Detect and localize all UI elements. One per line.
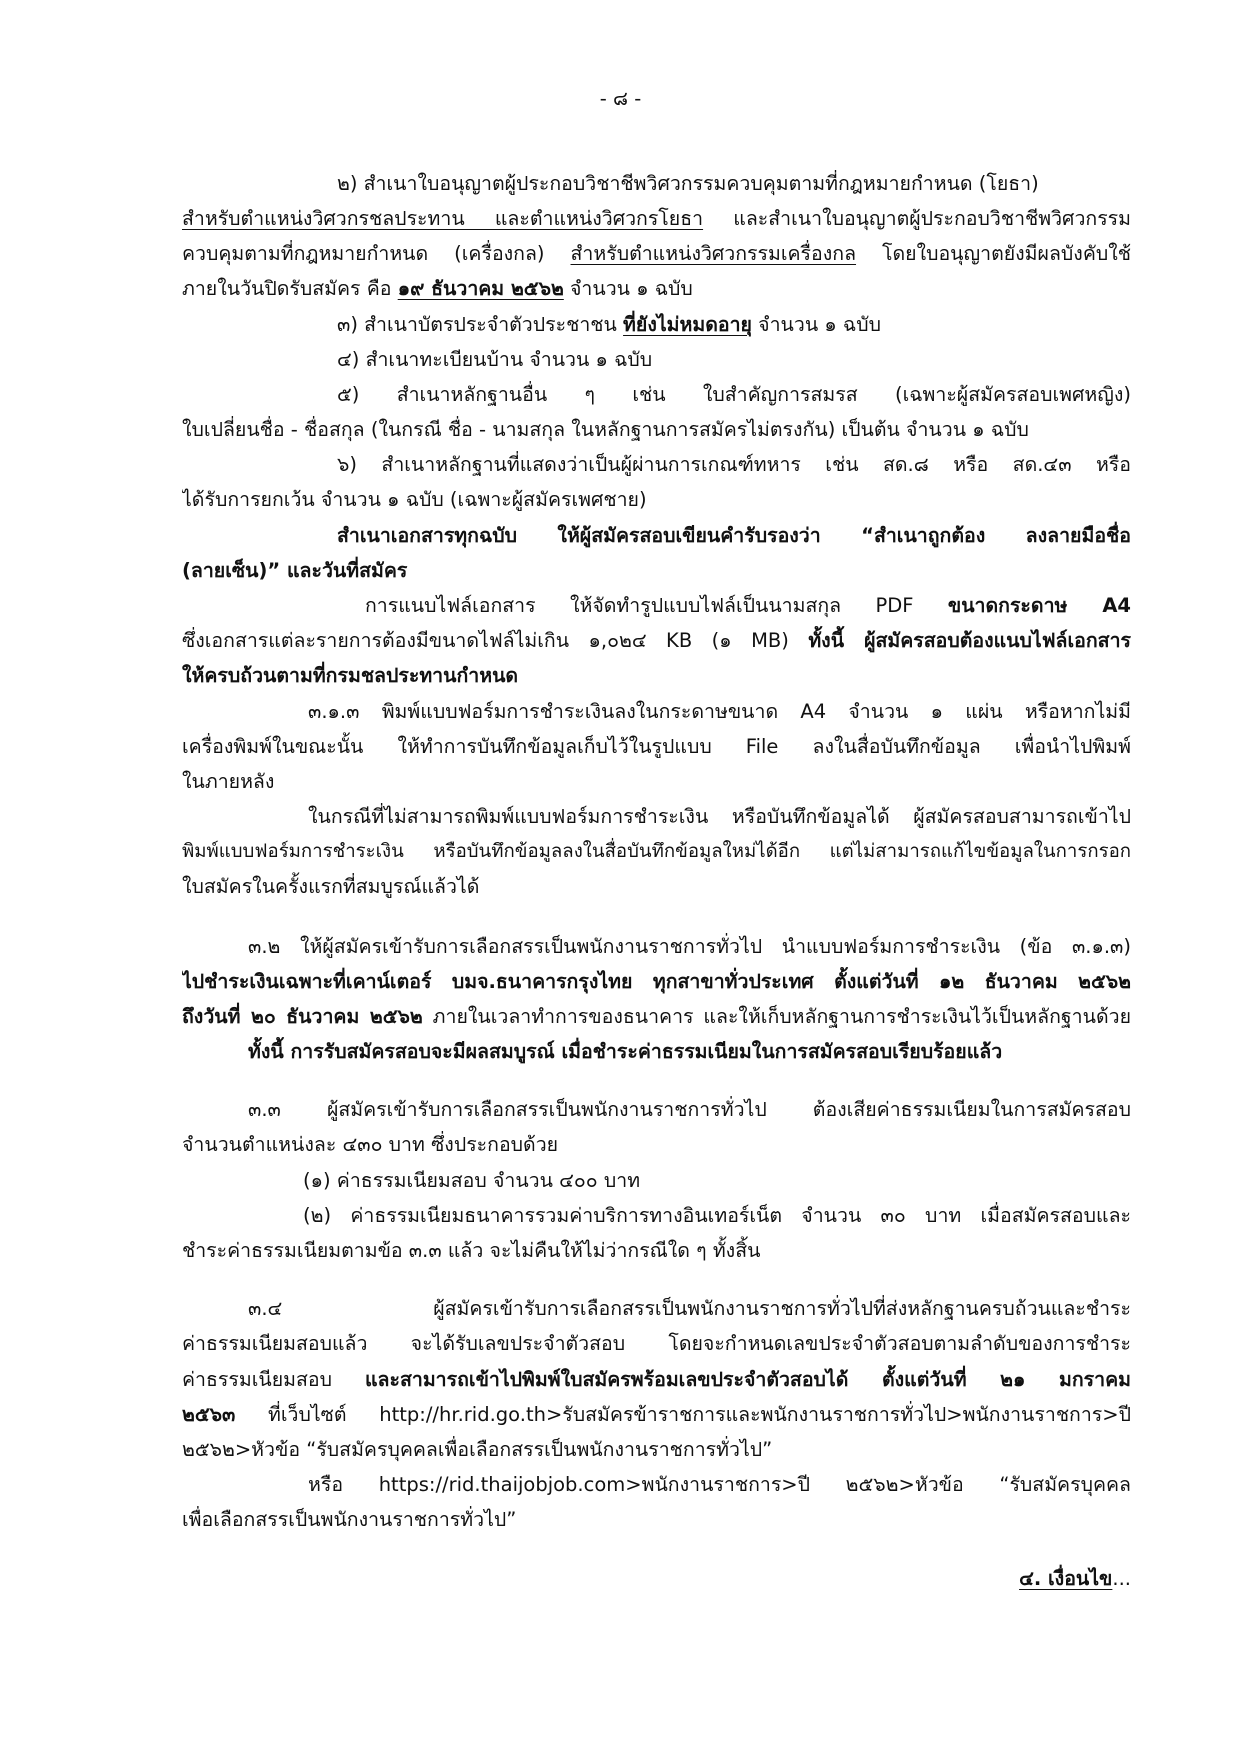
item-3-b: จำนวน ๑ ฉบับ [751,313,881,336]
section-3-4-line-2: ค่าธรรมเนียมสอบแล้ว จะได้รับเลขประจำตัวสอบ โดยจะกำหนดเลขประจำตัวสอบตามลำดับของการชำระ [182,1332,1131,1355]
fail-line-3: ใบสมัครในครั้งแรกที่สมบูรณ์แล้วได้ [182,875,480,898]
fail-line-1: ในกรณีที่ไม่สามารถพิมพ์แบบฟอร์มการชำระเงิน หรือบันทึกข้อมูลได้ ผู้สมัครสอบสามารถเข้าไป [308,805,1131,828]
item-5-line-2: ใบเปลี่ยนชื่อ - ชื่อสกุล (ในกรณี ชื่อ - นามสกุล ในหลักฐานการสมัครไม่ตรงกัน) เป็นต้น จำนวน ๑ ฉบับ [182,418,1029,441]
item-2-line-4-b: จำนวน ๑ ฉบับ [563,277,693,300]
section-3-4-line-3-a: ค่าธรรมเนียมสอบ [182,1368,365,1391]
section-3-1-3-line-1: ๓.๑.๓ พิมพ์แบบฟอร์มการชำระเงินลงในกระดาษขนาด A4 จำนวน ๑ แผ่น หรือหากไม่มี [308,700,1131,723]
section-3-2-end-date: ถึงวันที่ ๒๐ ธันวาคม ๒๕๖๒ [182,1005,423,1028]
section-3-1-3-line-2: เครื่องพิมพ์ในขณะนั้น ให้ทำการบันทึกข้อมูลเก็บไว้ในรูปแบบ File ลงในสื่อบันทึกข้อมูล เพื่อนำไปพิมพ์ [182,735,1131,758]
section-3-4-line-4 [182,1396,1131,1433]
section-3-4-line-3 [182,1361,1131,1398]
attach-line-1-a: การแนบไฟล์เอกสาร ให้จัดทำรูปแบบไฟล์เป็นนามสกุล PDF [365,594,948,617]
attach-line-3: ให้ครบถ้วนตามที่กรมชลประทานกำหนด [182,664,519,687]
thaijobjob-url-link[interactable]: https://rid.thaijobjob.com>พนักงานราชการ>ปี ๒๕๖๒>หัวข้อ “รับสมัครบุคคล [378,1473,1131,1496]
section-3-2-line-2: ไปชำระเงินเฉพาะที่เคาน์เตอร์ บมจ.ธนาคารกรุงไทย ทุกสาขาทั่วประเทศ ตั้งแต่วันที่ ๑๒ ธันวาคม ๒๕๖๒ [182,970,1131,993]
fee-item-2-line-2: ชำระค่าธรรมเนียมตามข้อ ๓.๓ แล้ว จะไม่คืนให้ไม่ว่ากรณีใด ๆ ทั้งสิ้น [182,1239,761,1262]
section-3-4-line-6-a: หรือ [308,1473,379,1496]
item-2-line-2 [182,200,1131,237]
section-3-2-line-1: ๓.๒ ให้ผู้สมัครเข้ารับการเลือกสรรเป็นพนักงานราชการทั่วไป นำแบบฟอร์มการชำระเงิน (ข้อ ๓.๑.๓) [248,935,1131,958]
fail-line-2: พิมพ์แบบฟอร์มการชำระเงิน หรือบันทึกข้อมูลลงในสื่อบันทึกข้อมูลใหม่ได้อีก แต่ไม่สามารถแก้ไขข้อมูลในการกรอก [182,841,1131,862]
section-3-2-line-4: ทั้งนี้ การรับสมัครสอบจะมีผลสมบูรณ์ เมื่อชำระค่าธรรมเนียมในการสมัครสอบเรียบร้อยแล้ว [248,1040,1003,1063]
section-3-3-line-2: จำนวนตำแหน่งละ ๔๓๐ บาท ซึ่งประกอบด้วย [182,1133,559,1156]
next-section-heading: ๔. เงื่อนไข [1019,1567,1113,1590]
item-2-line-3-a: ควบคุมตามที่กฎหมายกำหนด (เครื่องกล) [182,242,571,265]
item-2-line-3 [182,235,1131,272]
closing-date: ๑๙ ธันวาคม ๒๕๖๒ [397,277,564,300]
section-3-4-line-4-a: ที่เว็บไซต์ [235,1403,380,1426]
attach-paper-size: ขนาดกระดาษ A4 [947,594,1131,617]
certify-line-1: สำเนาเอกสารทุกฉบับ ให้ผู้สมัครสอบเขียนคำรับรองว่า “สำเนาถูกต้อง ลงลายมือชื่อ [337,524,1131,547]
page-number: - ๘ - [599,87,642,110]
item-2-line-2-text: และสำเนาใบอนุญาตผู้ประกอบวิชาชีพวิศวกรรม [703,207,1131,230]
certify-line-2: (ลายเซ็น)” และวันที่สมัคร [182,559,408,582]
item-2-line-3-b: โดยใบอนุญาตยังมีผลบังคับใช้ [856,242,1131,265]
attach-line-2 [182,622,1131,659]
item-2-underlined-positions: สำหรับตำแหน่งวิศวกรชลประทาน และตำแหน่งวิศวกรโยธา [182,207,704,230]
item-3 [337,306,1131,343]
section-3-4-line-5: ๒๕๖๒>หัวข้อ “รับสมัครบุคคลเพื่อเลือกสรรเป็นพนักงานราชการทั่วไป” [182,1438,773,1461]
section-3-4-line-1: ๓.๔ ผู้สมัครเข้ารับการเลือกสรรเป็นพนักงานราชการทั่วไปที่ส่งหลักฐานครบถ้วนและชำระ [248,1297,1131,1320]
item-4: ๔) สำเนาทะเบียนบ้าน จำนวน ๑ ฉบับ [337,348,653,371]
section-3-1-3-line-3: ในภายหลัง [182,770,275,793]
item-6-line-2: ได้รับการยกเว้น จำนวน ๑ ฉบับ (เฉพาะผู้สมัครเพศชาย) [182,488,647,511]
item-3-not-expired: ที่ยังไม่หมดอายุ [623,313,752,336]
fee-item-2-line-1: (๒) ค่าธรรมเนียมธนาคารรวมค่าบริการทางอินเทอร์เน็ต จำนวน ๓๐ บาท เมื่อสมัครสอบและ [303,1204,1131,1227]
attach-line-1 [365,587,1131,624]
fee-item-1: (๑) ค่าธรรมเนียมสอบ จำนวน ๔๐๐ บาท [303,1169,641,1192]
attach-line-2-b: ทั้งนี้ ผู้สมัครสอบต้องแนบไฟล์เอกสาร [808,629,1131,652]
section-3-2-line-3-text: ภายในเวลาทำการของธนาคาร และให้เก็บหลักฐานการชำระเงินไว้เป็นหลักฐานด้วย [422,1005,1131,1028]
item-6-line-1: ๖) สำเนาหลักฐานที่แสดงว่าเป็นผู้ผ่านการเกณฑ์ทหาร เช่น สด.๘ หรือ สด.๔๓ หรือ [337,453,1131,476]
attach-line-2-a: ซึ่งเอกสารแต่ละรายการต้องมีขนาดไฟล์ไม่เกิน ๑,๐๒๔ KB (๑ MB) [182,629,809,652]
item-3-a: ๓) สำเนาบัตรประจำตัวประชาชน [337,313,624,336]
section-3-4-year: ๒๕๖๓ [182,1403,236,1426]
section-3-3-line-1: ๓.๓ ผู้สมัครเข้ารับการเลือกสรรเป็นพนักงานราชการทั่วไป ต้องเสียค่าธรรมเนียมในการสมัครสอบ [248,1098,1131,1121]
item-5-line-1: ๕) สำเนาหลักฐานอื่น ๆ เช่น ใบสำคัญการสมรส (เฉพาะผู้สมัครสอบเพศหญิง) [337,383,1131,406]
section-3-4-line-7: เพื่อเลือกสรรเป็นพนักงานราชการทั่วไป” [182,1508,517,1531]
section-3-2-line-3 [182,998,1131,1035]
item-2-line-4 [182,270,1131,307]
item-2-underlined-mechanical: สำหรับตำแหน่งวิศวกรรมเครื่องกล [570,242,857,265]
section-3-4-print-notice: และสามารถเข้าไปพิมพ์ใบสมัครพร้อมเลขประจำตัวสอบได้ ตั้งแต่วันที่ ๒๑ มกราคม [364,1368,1131,1391]
next-page-continuation [182,1560,1131,1597]
item-2-line-1: ๒) สำเนาใบอนุญาตผู้ประกอบวิชาชีพวิศวกรรมควบคุมตามที่กฎหมายกำหนด (โยธา) [337,172,1039,195]
continuation-ellipsis: ... [1112,1567,1131,1590]
hr-rid-url-link[interactable]: http://hr.rid.go.th>รับสมัครข้าราชการและพนักงานราชการทั่วไป>พนักงานราชการ>ปี [379,1403,1131,1426]
section-3-4-line-6 [308,1466,1131,1503]
item-2-line-4-a: ภายในวันปิดรับสมัคร คือ [182,277,398,300]
